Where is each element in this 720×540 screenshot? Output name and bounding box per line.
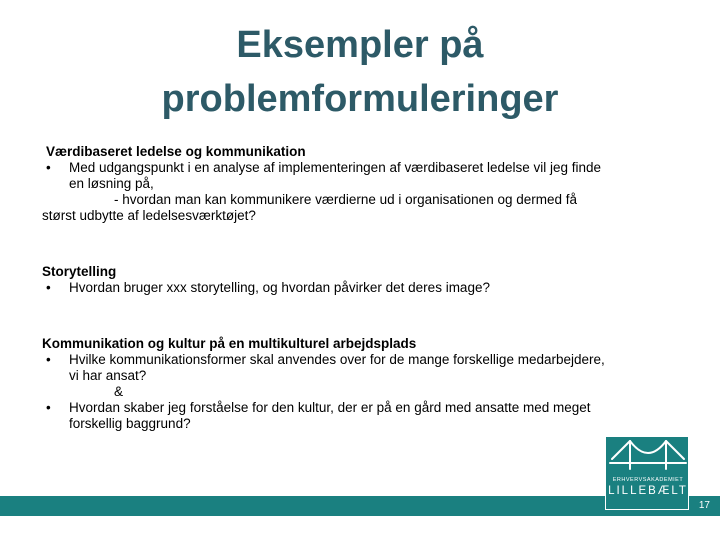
- section-multicultural: [42, 336, 682, 432]
- sub-text: - hvordan man kan kommunikere værdierne ud i organisationen og dermed få: [114, 192, 578, 207]
- section-heading: Storytelling: [42, 264, 117, 279]
- slide-number: 17: [698, 500, 710, 511]
- title-line-1: Eksempler på: [236, 24, 484, 66]
- bullet-text: Hvordan bruger xxx storytelling, og hvordan påvirker det deres image?: [69, 280, 490, 295]
- bullet-text: Hvilke kommunikationsformer skal anvendes over for de mange forskellige medarbejdere,: [69, 352, 605, 367]
- bullet-text: Med udgangspunkt i en analyse af implementeringen af værdibaseret ledelse vil jeg finde: [69, 160, 602, 175]
- bullet-text-cont: vi har ansat?: [69, 368, 147, 383]
- slide-title: [0, 18, 720, 126]
- bullet-icon: •: [46, 400, 51, 415]
- sub-text-cont: størst udbytte af ledelsesværktøjet?: [42, 208, 256, 223]
- bullet-text-cont: forskellig baggrund?: [69, 416, 191, 431]
- bullet-text-cont: en løsning på,: [69, 176, 154, 191]
- section-values: [42, 144, 682, 224]
- list-item: [42, 352, 682, 400]
- list-item: [42, 400, 682, 432]
- logo-text-top: ERHVERVSAKADEMIET: [612, 477, 684, 483]
- list-item: [42, 160, 682, 192]
- section-heading: Værdibaseret ledelse og kommunikation: [46, 144, 306, 159]
- ampersand: &: [114, 384, 124, 399]
- logo-text-main: LILLEBÆLT: [608, 485, 688, 497]
- title-line-2: problemformuleringer: [161, 78, 559, 120]
- bridge-icon: [606, 437, 690, 477]
- section-storytelling: [42, 264, 682, 296]
- section-heading: Kommunikation og kultur på en multikulturel arbejdsplads: [42, 336, 417, 351]
- list-item: [42, 280, 682, 296]
- bullet-icon: •: [46, 352, 51, 367]
- logo: [605, 436, 689, 510]
- bullet-icon: •: [46, 160, 51, 175]
- bullet-text: Hvordan skaber jeg forståelse for den kultur, der er på en gård med ansatte med meget: [69, 400, 591, 415]
- bullet-icon: •: [46, 280, 51, 295]
